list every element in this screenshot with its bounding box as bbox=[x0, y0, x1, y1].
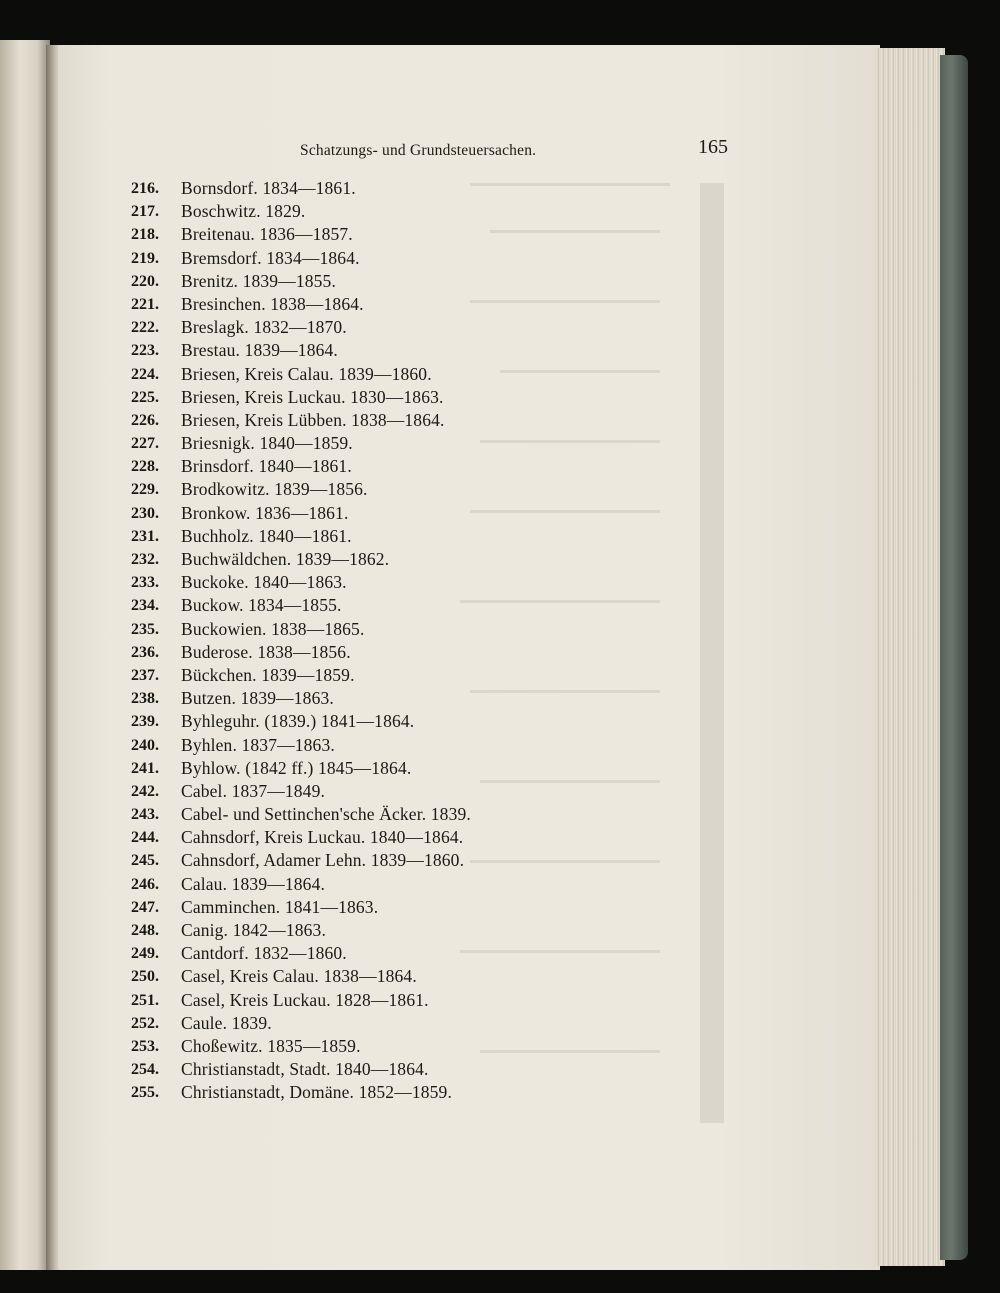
list-item bbox=[131, 849, 691, 872]
list-item bbox=[131, 641, 691, 664]
entry-text: Buckoke. 1840—1863. bbox=[181, 572, 347, 593]
list-item bbox=[131, 247, 691, 270]
list-item bbox=[131, 409, 691, 432]
entry-number: 222. bbox=[131, 319, 159, 337]
entry-number: 253. bbox=[131, 1037, 159, 1055]
running-title: Schatzungs- und Grundsteuersachen. bbox=[300, 142, 537, 159]
entry-number: 255. bbox=[131, 1084, 159, 1102]
entry-text: Brinsdorf. 1840—1861. bbox=[181, 456, 352, 477]
entry-text: Buchwäldchen. 1839—1862. bbox=[181, 549, 390, 569]
entry-text: Brodkowitz. 1839—1856. bbox=[181, 479, 368, 500]
entry-text: Briesen, Kreis Calau. 1839—1860. bbox=[181, 363, 432, 384]
entry-number: 226. bbox=[131, 411, 159, 429]
list-item bbox=[131, 548, 691, 571]
entry-number: 243. bbox=[131, 806, 159, 824]
entry-text: Brestau. 1839—1864. bbox=[181, 340, 338, 361]
entry-text: Butzen. 1839—1863. bbox=[181, 688, 334, 709]
list-item bbox=[131, 1058, 691, 1081]
entry-text: Christianstadt, Stadt. 1840—1864. bbox=[181, 1059, 429, 1080]
list-item bbox=[131, 919, 691, 942]
entry-text: Bronkow. 1836—1861. bbox=[181, 502, 349, 523]
entry-number: 248. bbox=[131, 922, 159, 939]
entry-number: 235. bbox=[131, 620, 159, 638]
entry-number: 221. bbox=[131, 295, 159, 313]
entry-number: 218. bbox=[131, 226, 159, 244]
entry-text: Cabel- und Settinchen'sche Äcker. 1839. bbox=[181, 804, 471, 825]
entry-number: 237. bbox=[131, 666, 159, 684]
list-item bbox=[131, 826, 691, 849]
list-item bbox=[131, 455, 691, 478]
entry-text: Buderose. 1838—1856. bbox=[181, 641, 351, 662]
list-item bbox=[131, 734, 691, 757]
entry-number: 241. bbox=[131, 759, 159, 777]
entry-number: 244. bbox=[131, 829, 159, 847]
entry-number: 223. bbox=[131, 342, 159, 360]
entry-number: 246. bbox=[131, 875, 159, 893]
entry-text: Cabel. 1837—1849. bbox=[181, 780, 325, 801]
list-item bbox=[131, 525, 691, 548]
entry-number: 229. bbox=[131, 481, 159, 499]
list-item bbox=[131, 478, 691, 501]
entry-number: 249. bbox=[131, 945, 159, 963]
list-item bbox=[131, 502, 691, 525]
entry-text: Bückchen. 1839—1859. bbox=[181, 664, 355, 685]
entry-text: Byhlen. 1837—1863. bbox=[181, 734, 335, 755]
list-item bbox=[131, 780, 691, 803]
list-item bbox=[131, 757, 691, 780]
book-cover-edge bbox=[940, 55, 968, 1260]
entry-text: Brenitz. 1839—1855. bbox=[181, 270, 336, 291]
list-item bbox=[131, 1081, 691, 1104]
entry-text: Casel, Kreis Calau. 1838—1864. bbox=[181, 966, 417, 987]
entry-number: 228. bbox=[131, 458, 159, 476]
entry-text: Casel, Kreis Luckau. 1828—1861. bbox=[181, 989, 429, 1010]
list-item bbox=[131, 873, 691, 896]
entry-text: Buchholz. 1840—1861. bbox=[181, 525, 352, 546]
entry-text: Breslagk. 1832—1870. bbox=[181, 317, 347, 338]
entry-number: 242. bbox=[131, 782, 159, 800]
page-number: 165 bbox=[698, 136, 728, 158]
entry-number: 238. bbox=[131, 690, 159, 708]
list-item bbox=[131, 942, 691, 965]
list-item bbox=[131, 803, 691, 826]
entry-text: Bresinchen. 1838—1864. bbox=[181, 293, 364, 314]
list-item bbox=[131, 1012, 691, 1035]
entry-text: Byhleguhr. (1839.) 1841—1864. bbox=[181, 711, 415, 732]
list-item bbox=[131, 594, 691, 617]
list-item bbox=[131, 270, 691, 293]
entry-text: Byhlow. (1842 ff.) 1845—1864. bbox=[181, 757, 412, 778]
list-item bbox=[131, 710, 691, 733]
list-item bbox=[131, 432, 691, 455]
entry-text: Calau. 1839—1864. bbox=[181, 873, 325, 894]
list-item bbox=[131, 293, 691, 316]
entry-number: 225. bbox=[131, 388, 159, 406]
entry-text: Breitenau. 1836—1857. bbox=[181, 224, 353, 245]
list-item bbox=[131, 223, 691, 246]
entry-text: Buckow. 1834—1855. bbox=[181, 595, 342, 616]
entry-number: 250. bbox=[131, 968, 159, 986]
list-item bbox=[131, 664, 691, 687]
entry-number: 236. bbox=[131, 643, 159, 661]
entry-number: 240. bbox=[131, 736, 159, 754]
entry-text: Buckowien. 1838—1865. bbox=[181, 618, 365, 639]
list-item bbox=[131, 687, 691, 710]
entry-text: Briesen, Kreis Lübben. 1838—1864. bbox=[181, 409, 445, 430]
list-item bbox=[131, 989, 691, 1012]
entry-number: 231. bbox=[131, 527, 159, 545]
entry-text: Canig. 1842—1863. bbox=[181, 920, 326, 940]
entry-number: 239. bbox=[131, 713, 159, 731]
page-block-edges bbox=[875, 48, 945, 1266]
entry-list bbox=[131, 177, 691, 1105]
list-item bbox=[131, 1035, 691, 1058]
entry-text: Cahnsdorf, Kreis Luckau. 1840—1864. bbox=[181, 827, 464, 848]
entry-number: 216. bbox=[131, 180, 159, 197]
left-page-edge bbox=[0, 40, 50, 1270]
entry-text: Boschwitz. 1829. bbox=[181, 201, 306, 222]
list-item bbox=[131, 896, 691, 919]
entry-number: 247. bbox=[131, 898, 159, 916]
entry-text: Cahnsdorf, Adamer Lehn. 1839—1860. bbox=[181, 850, 465, 871]
entry-text: Camminchen. 1841—1863. bbox=[181, 896, 379, 917]
list-item bbox=[131, 316, 691, 339]
list-item bbox=[131, 339, 691, 362]
list-item bbox=[131, 363, 691, 386]
entry-text: Briesnigk. 1840—1859. bbox=[181, 433, 353, 454]
list-item bbox=[131, 571, 691, 594]
running-header bbox=[230, 128, 730, 158]
entry-number: 227. bbox=[131, 435, 159, 453]
entry-number: 251. bbox=[131, 991, 159, 1009]
entry-text: Briesen, Kreis Luckau. 1830—1863. bbox=[181, 386, 444, 407]
entry-number: 245. bbox=[131, 852, 159, 870]
list-item bbox=[131, 200, 691, 223]
entry-number: 232. bbox=[131, 551, 159, 568]
entry-text: Caule. 1839. bbox=[181, 1012, 272, 1033]
entry-text: Bremsdorf. 1834—1864. bbox=[181, 247, 360, 268]
list-item bbox=[131, 386, 691, 409]
list-item bbox=[131, 177, 691, 200]
entry-text: Christianstadt, Domäne. 1852—1859. bbox=[181, 1082, 452, 1103]
entry-number: 219. bbox=[131, 249, 159, 267]
entry-number: 233. bbox=[131, 574, 159, 592]
entry-number: 220. bbox=[131, 272, 159, 290]
list-item bbox=[131, 618, 691, 641]
entry-number: 252. bbox=[131, 1014, 159, 1032]
entry-number: 224. bbox=[131, 365, 159, 383]
entry-text: Cantdorf. 1832—1860. bbox=[181, 943, 347, 964]
entry-number: 254. bbox=[131, 1061, 159, 1079]
entry-number: 234. bbox=[131, 597, 159, 615]
list-item bbox=[131, 965, 691, 988]
entry-text: Choßewitz. 1835—1859. bbox=[181, 1035, 361, 1056]
entry-number: 217. bbox=[131, 203, 159, 221]
entry-number: 230. bbox=[131, 504, 159, 522]
entry-text: Bornsdorf. 1834—1861. bbox=[181, 178, 356, 198]
